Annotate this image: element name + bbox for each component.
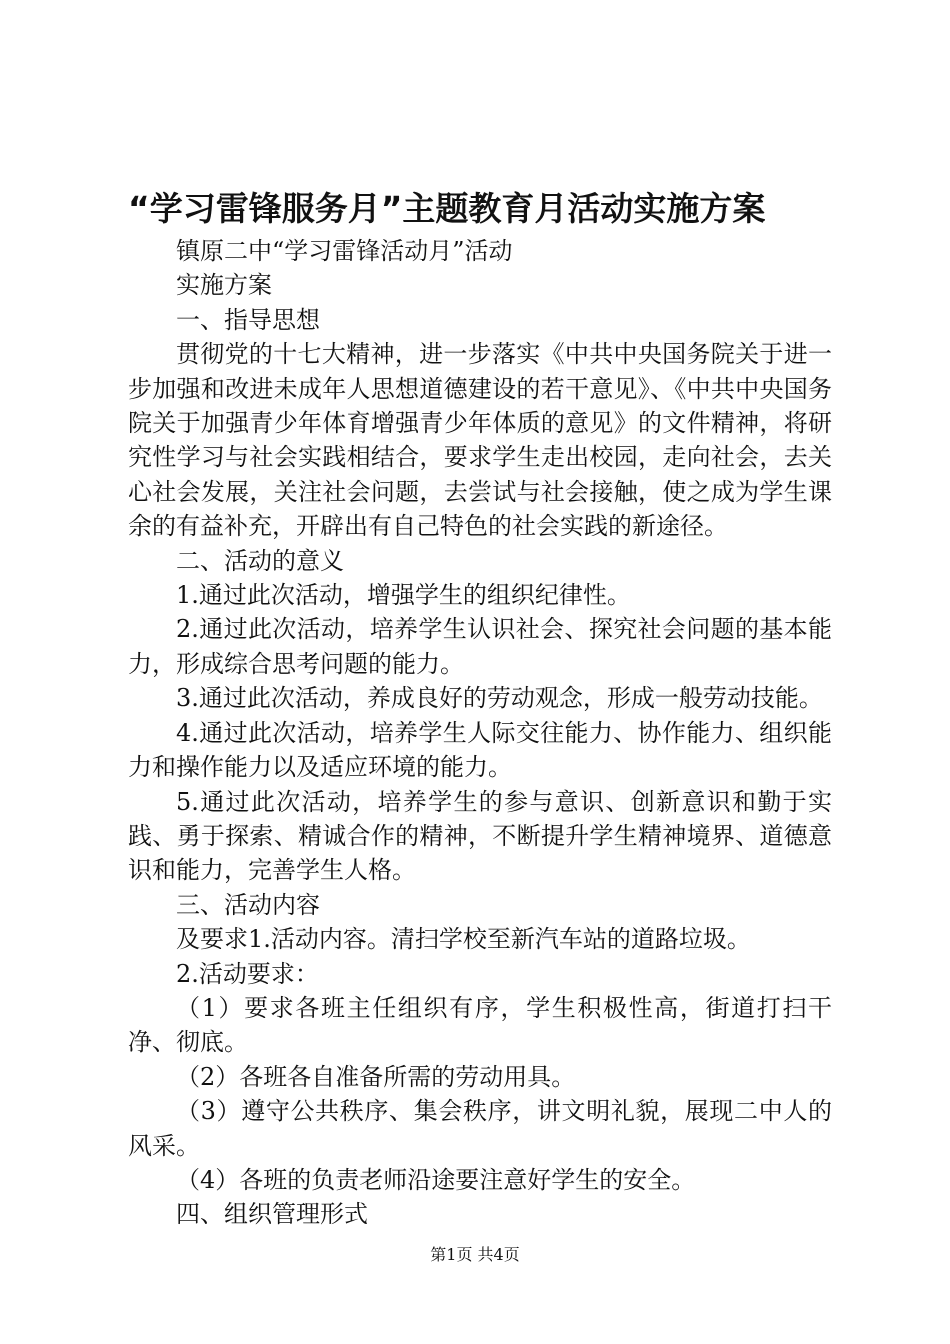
section-heading-organization: 四、组织管理形式 — [176, 1200, 368, 1229]
paragraph-school-activity: 镇原二中“学习雷锋活动月”活动 — [176, 237, 513, 265]
section-heading-significance: 二、活动的意义 — [176, 546, 344, 575]
list-item-requirement-1: （1）要求各班主任组织有序，学生积极性高，街道打扫干净、彻底。 — [128, 993, 832, 1057]
list-item-significance-3: 3.通过此次活动，养成良好的劳动观念，形成一般劳动技能。 — [176, 684, 823, 713]
list-item-significance-4: 4.通过此次活动，培养学生人际交往能力、协作能力、组织能力和操作能力以及适应环境的能力。 — [128, 718, 832, 782]
section-heading-content: 三、活动内容 — [176, 890, 320, 919]
list-item-significance-2: 2.通过此次活动，培养学生认识社会、探究社会问题的基本能力，形成综合思考问题的能力。 — [128, 615, 832, 678]
paragraph-guiding-thought: 贯彻党的十七大精神，进一步落实《中共中央国务院关于进一步加强和改进未成年人思想道德建设的若干意见》、《中共中央国务院关于加强青少年体育增强青少年体质的意见》的文件精神，将研究性学习与社会实践相结合，要求学生走出校园，走向社会，去关心社会发展，关注社会问题，去尝试与社会接触，使之成为学生课余的有益补充，开辟出有自己特色的社会实践的新途径。 — [128, 340, 832, 541]
list-item-requirement-3: （3）遵守公共秩序、集会秩序，讲文明礼貌，展现二中人的风采。 — [128, 1097, 832, 1160]
list-item-requirement-4: （4）各班的负责老师沿途要注意好学生的安全。 — [176, 1165, 696, 1194]
paragraph-activity-requirements: 2.活动要求： — [176, 959, 319, 988]
document-title: “学习雷锋服务月”主题教育月活动实施方案 — [128, 189, 766, 228]
paragraph-plan-heading: 实施方案 — [176, 271, 272, 300]
section-heading-guiding-thought: 一、指导思想 — [176, 305, 320, 334]
paragraph-content-requirements: 及要求1.活动内容。清扫学校至新汽车站的道路垃圾。 — [176, 925, 751, 954]
list-item-significance-5: 5.通过此次活动，培养学生的参与意识、创新意识和勤于实践、勇于探索、精诚合作的精神，不断提升学生精神境界、道德意识和能力，完善学生人格。 — [128, 787, 832, 885]
list-item-requirement-2: （2）各班各自准备所需的劳动用具。 — [176, 1062, 576, 1091]
document-body — [128, 234, 832, 1232]
list-item-significance-1: 1.通过此次活动，增强学生的组织纪律性。 — [176, 581, 631, 610]
page-number-footer: 第1页 共4页 — [430, 1245, 520, 1264]
